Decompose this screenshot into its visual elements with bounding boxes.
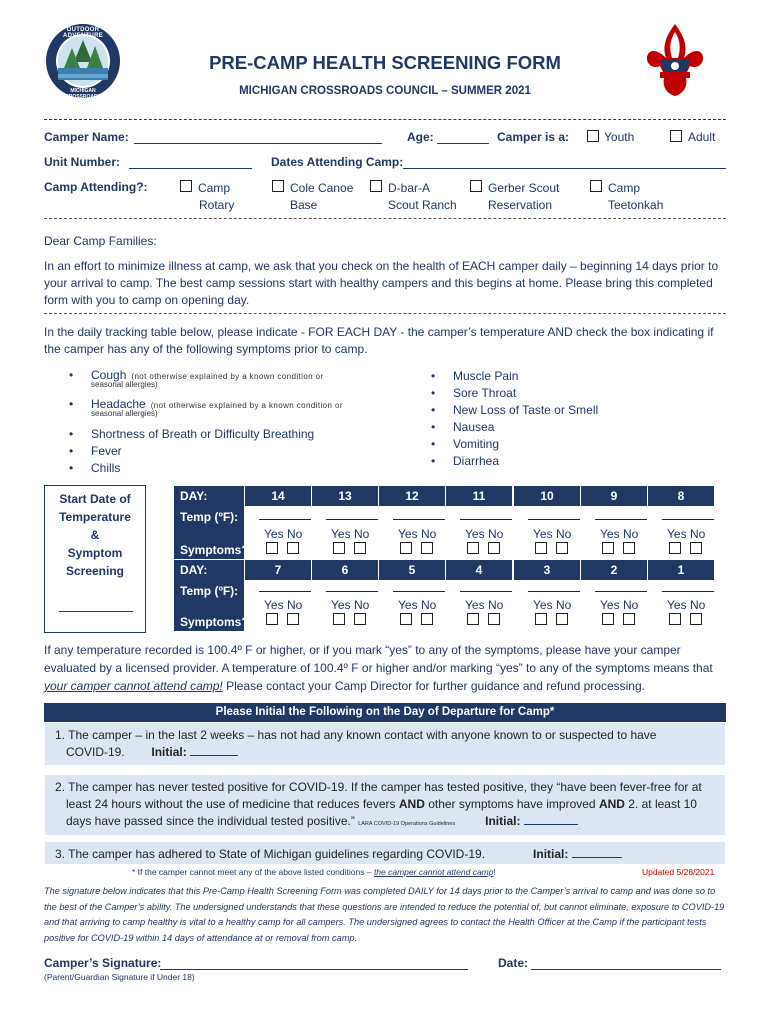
camp-option-label [608,180,663,214]
temp-label: Temp (ºF): [174,506,244,541]
temp-field[interactable] [528,508,580,520]
start-date-box [44,485,146,633]
date-label: Date: [498,956,529,970]
symptom-yes-checkbox[interactable] [669,613,681,625]
symptom-name: Sore Throat [453,386,517,400]
yes-label: Yes [667,598,687,612]
symptom-name: Nausea [453,420,495,434]
symptom-item [453,369,518,383]
camp-checkbox[interactable] [370,180,382,192]
no-label: No [623,527,639,541]
symptom-yes-checkbox[interactable] [333,613,345,625]
camp-checkbox[interactable] [180,180,192,192]
symptom-name: Muscle Pain [453,369,519,383]
symptom-yes-checkbox[interactable] [535,542,547,554]
yes-label: Yes [465,527,485,541]
symptom-note: (not otherwise explained by a known condition or [131,372,324,381]
signature-field[interactable] [160,956,468,970]
camp-name-line: Scout Ranch [388,198,457,212]
start-label-line: Symptom [67,546,123,560]
day-number: 8 [648,486,714,506]
camp-option-label [198,180,234,214]
symptoms-label: Symptoms? [174,541,244,559]
temp-field[interactable] [460,580,512,592]
day-number: 10 [514,486,580,506]
cannot-attend-warning: your camper cannot attend camp! [44,679,223,693]
yes-label: Yes [465,598,485,612]
initial-label: Initial: [151,745,187,759]
symptom-item [453,454,499,468]
no-label: No [690,527,706,541]
condition-2 [44,774,726,836]
day-number: 2 [581,560,647,580]
unit-number-field[interactable] [129,155,252,169]
camp-name-line: Base [290,198,318,212]
symptom-yes-checkbox[interactable] [602,542,614,554]
condition-text: 2. The camper has never tested positive for COVID-19. If the camper has tested positive, they “have been fever-free for at [55,780,702,794]
start-label-line: Start Date of [59,492,131,506]
symptom-name: Chills [91,461,121,475]
symptom-item [91,427,314,441]
yes-label: Yes [264,598,284,612]
reference-note: LARA COVID-19 Operations Guidelines [358,821,456,827]
camp-attending-label: Camp Attending?: [44,180,148,194]
divider [44,313,726,314]
camp-name-line: Cole Canoe [290,181,354,195]
symptom-yes-checkbox[interactable] [266,613,278,625]
divider [44,218,726,219]
start-label-line: Temperature [59,510,131,524]
day-number: 7 [245,560,311,580]
camp-name-line: Reservation [488,198,553,212]
signature-note: (Parent/Guardian Signature if Under 18) [44,972,195,982]
yes-label: Yes [600,527,620,541]
no-label: No [488,598,504,612]
adult-checkbox[interactable] [670,130,682,142]
symptom-no-checkbox[interactable] [287,613,299,625]
symptom-note: seasonal allergies) [91,409,158,418]
symptom-no-checkbox[interactable] [690,613,702,625]
no-label: No [690,598,706,612]
day-number: 1 [648,560,714,580]
symptom-item [453,420,494,434]
camp-checkbox[interactable] [272,180,284,192]
symptom-item [91,461,120,475]
initial-label: Initial: [533,847,569,861]
temp-field[interactable] [595,580,647,592]
day-number: 14 [245,486,311,506]
symptom-no-checkbox[interactable] [421,613,433,625]
agreement-text: The signature below indicates that this Pre-Camp Health Screening Form was completed DAILY for 14 days prior to the Camper’s arrival to camp and was done so to the best of the Camper’s ability. The undersigned understands that these questions are intended to reduce the potential of, but cannot eliminate, exposure to COVID-19 and that arriving to camp healthy is vital to a healthy camp for all campers. The undersigned agrees to contact the Health Officer at the Camp if the participant tests positive for COVID-19 within 14 days of attendance at or removal from camp. [44,886,725,944]
camp-option-label [388,180,457,214]
condition-1 [44,722,726,766]
symptom-no-checkbox[interactable] [623,542,635,554]
temp-field[interactable] [326,580,378,592]
day-number: 4 [446,560,512,580]
date-field[interactable] [531,956,721,970]
symptom-item [453,386,516,400]
no-label: No [556,527,572,541]
intro-paragraph: In an effort to minimize illness at camp, we ask that you check on the health of EACH camper daily – beginning 14 days prior to your arrival to camp. The best camp sessions start with healthy campers and this begins at home. Please bring this completed form with you to camp on opening day. [44,259,719,307]
symptom-yes-checkbox[interactable] [400,613,412,625]
day-header-label: DAY: [174,560,244,580]
no-label: No [623,598,639,612]
page-subtitle: MICHIGAN CROSSROADS COUNCIL – SUMMER 2021 [239,85,531,97]
fever-notice [44,641,734,695]
dates-attending-label: Dates Attending Camp: [271,155,404,169]
symptom-no-checkbox[interactable] [556,542,568,554]
temp-field[interactable] [662,508,714,520]
yes-label: Yes [264,527,284,541]
symptom-name: Diarrhea [453,454,500,468]
camp-option-label [290,180,353,214]
camper-name-field[interactable] [134,130,382,144]
symptom-yes-checkbox[interactable] [602,613,614,625]
condition-text: least 24 hours without the use of medicine that reduces fevers [66,797,399,811]
temp-field[interactable] [259,508,311,520]
fever-notice-line: If any temperature recorded is 100.4º F or higher, or if you mark “yes” to any of the symptoms, please have your camper [44,643,681,657]
symptom-no-checkbox[interactable] [421,542,433,554]
yes-label: Yes [533,527,553,541]
footnote [132,867,496,877]
temp-field[interactable] [326,508,378,520]
symptom-yes-checkbox[interactable] [400,542,412,554]
symptom-no-checkbox[interactable] [287,542,299,554]
camp-name-line: Camp [608,181,641,195]
condition-text: other symptoms have improved [424,797,599,811]
signature-label: Camper’s Signature: [44,956,162,970]
start-label-line: Screening [65,564,125,578]
symptom-name: Vomiting [453,437,500,451]
logo-text-bottom: MICHIGAN CROSSROADS [65,88,101,100]
temp-label: Temp (ºF): [174,580,244,613]
symptom-no-checkbox[interactable] [354,613,366,625]
fever-notice-line: Please contact your Camp Director for further guidance and refund processing. [222,679,645,693]
yes-label: Yes [331,598,351,612]
camp-name-line: Camp [198,181,231,195]
symptom-item [453,437,499,451]
symptom-yes-checkbox[interactable] [467,542,479,554]
symptom-item [91,368,324,389]
footnote-text: ! [493,867,496,877]
initial-label: Initial: [485,814,521,828]
yes-label: Yes [667,527,687,541]
logo-text-top: OUTDOOR ADVENTURE [62,27,104,39]
temp-field[interactable] [460,508,512,520]
symptom-no-checkbox[interactable] [354,542,366,554]
camp-checkbox[interactable] [590,180,602,192]
symptom-no-checkbox[interactable] [488,542,500,554]
fever-notice-line: evaluated by a licensed provider. A temperature of 100.4º F or higher and/or marking “yes” to any of the symptoms means that [44,661,713,675]
camp-checkbox[interactable] [470,180,482,192]
temp-field[interactable] [528,580,580,592]
departure-heading-text: Please Initial the Following on the Day of Departure for Camp* [215,706,555,718]
no-label: No [421,598,437,612]
day-number: 3 [514,560,580,580]
no-label: No [488,527,504,541]
day-number: 11 [446,486,512,506]
start-date-field[interactable] [59,600,133,612]
temp-field[interactable] [393,580,445,592]
camper-is-label: Camper is a: [497,130,570,144]
initial-field-2[interactable] [524,813,578,825]
day-number: 5 [379,560,445,580]
symptom-item [91,397,343,418]
yes-label: Yes [398,527,418,541]
no-label: No [354,527,370,541]
no-label: No [354,598,370,612]
header-rule [44,119,726,120]
page-title: PRE-CAMP HEALTH SCREENING FORM [209,52,561,73]
initial-field-1[interactable] [190,744,238,756]
day-number: 12 [379,486,445,506]
symptom-no-checkbox[interactable] [623,613,635,625]
symptom-yes-checkbox[interactable] [266,542,278,554]
temp-field[interactable] [595,508,647,520]
no-label: No [421,527,437,541]
footnote-emphasis: the camper cannot attend camp [373,867,494,877]
condition-text: 3. The camper has adhered to State of Michigan guidelines regarding COVID-19. [55,847,486,861]
no-label: No [287,527,303,541]
symptom-name: Cough [91,368,127,382]
symptom-item [453,403,598,417]
symptom-yes-checkbox[interactable] [333,542,345,554]
symptom-note: seasonal allergies) [91,380,158,389]
symptom-name: Shortness of Breath or Difficulty Breathing [91,427,315,441]
camp-name-line: Gerber Scout [488,181,560,195]
symptom-yes-checkbox[interactable] [467,613,479,625]
day-number: 13 [312,486,378,506]
camp-name-line: Teetonkah [608,198,664,212]
tracking-instruction: In the daily tracking table below, please indicate - FOR EACH DAY - the camper’s temperature AND check the box indicating if the camper has any of the following symptoms prior to camp. [44,325,714,356]
symptom-no-checkbox[interactable] [488,613,500,625]
day-header-label: DAY: [174,486,244,506]
emphasis: AND [398,797,425,811]
yes-label: Yes [533,598,553,612]
updated-date: Updated 5/28/2021 [642,867,715,877]
day-number: 9 [581,486,647,506]
symptoms-label: Symptoms? [174,613,244,631]
day-number: 6 [312,560,378,580]
temp-field[interactable] [662,580,714,592]
age-field[interactable] [437,130,489,144]
no-label: No [556,598,572,612]
condition-text: 1. The camper – in the last 2 weeks – has not had any known contact with anyone known to or suspected to have [55,728,657,742]
dates-attending-field[interactable] [403,155,726,169]
symptom-note: (not otherwise explained by a known condition or [150,401,343,410]
camp-name-line: Rotary [199,198,235,212]
initial-field-3[interactable] [572,846,622,858]
youth-label: Youth [604,130,635,144]
symptom-item [91,444,122,458]
camp-option-label [488,180,559,214]
yes-label: Yes [398,598,418,612]
age-label: Age: [407,130,434,144]
condition-3 [44,841,726,865]
no-label: No [287,598,303,612]
camp-name-line: D-bar-A [388,181,431,195]
adult-label: Adult [688,130,716,144]
symptom-name: New Loss of Taste or Smell [453,403,599,417]
symptom-yes-checkbox[interactable] [535,613,547,625]
symptom-no-checkbox[interactable] [690,542,702,554]
emphasis: AND [598,797,625,811]
temp-field[interactable] [259,580,311,592]
camper-name-label: Camper Name: [44,130,129,144]
symptom-no-checkbox[interactable] [556,613,568,625]
condition-text: days have passed since the individual tested positive.” [66,814,355,828]
condition-text: 2. at least 10 [624,797,697,811]
yes-label: Yes [600,598,620,612]
greeting: Dear Camp Families: [44,234,157,248]
youth-checkbox[interactable] [587,130,599,142]
symptom-yes-checkbox[interactable] [669,542,681,554]
condition-text: COVID-19. [66,745,125,759]
unit-number-label: Unit Number: [44,155,120,169]
departure-heading [44,703,726,722]
start-label-line: & [90,528,100,542]
footnote-text: * If the camper cannot meet any of the above listed conditions – [132,867,374,877]
yes-label: Yes [331,527,351,541]
temp-field[interactable] [393,508,445,520]
symptom-name: Fever [91,444,122,458]
symptom-name: Headache [91,397,146,411]
